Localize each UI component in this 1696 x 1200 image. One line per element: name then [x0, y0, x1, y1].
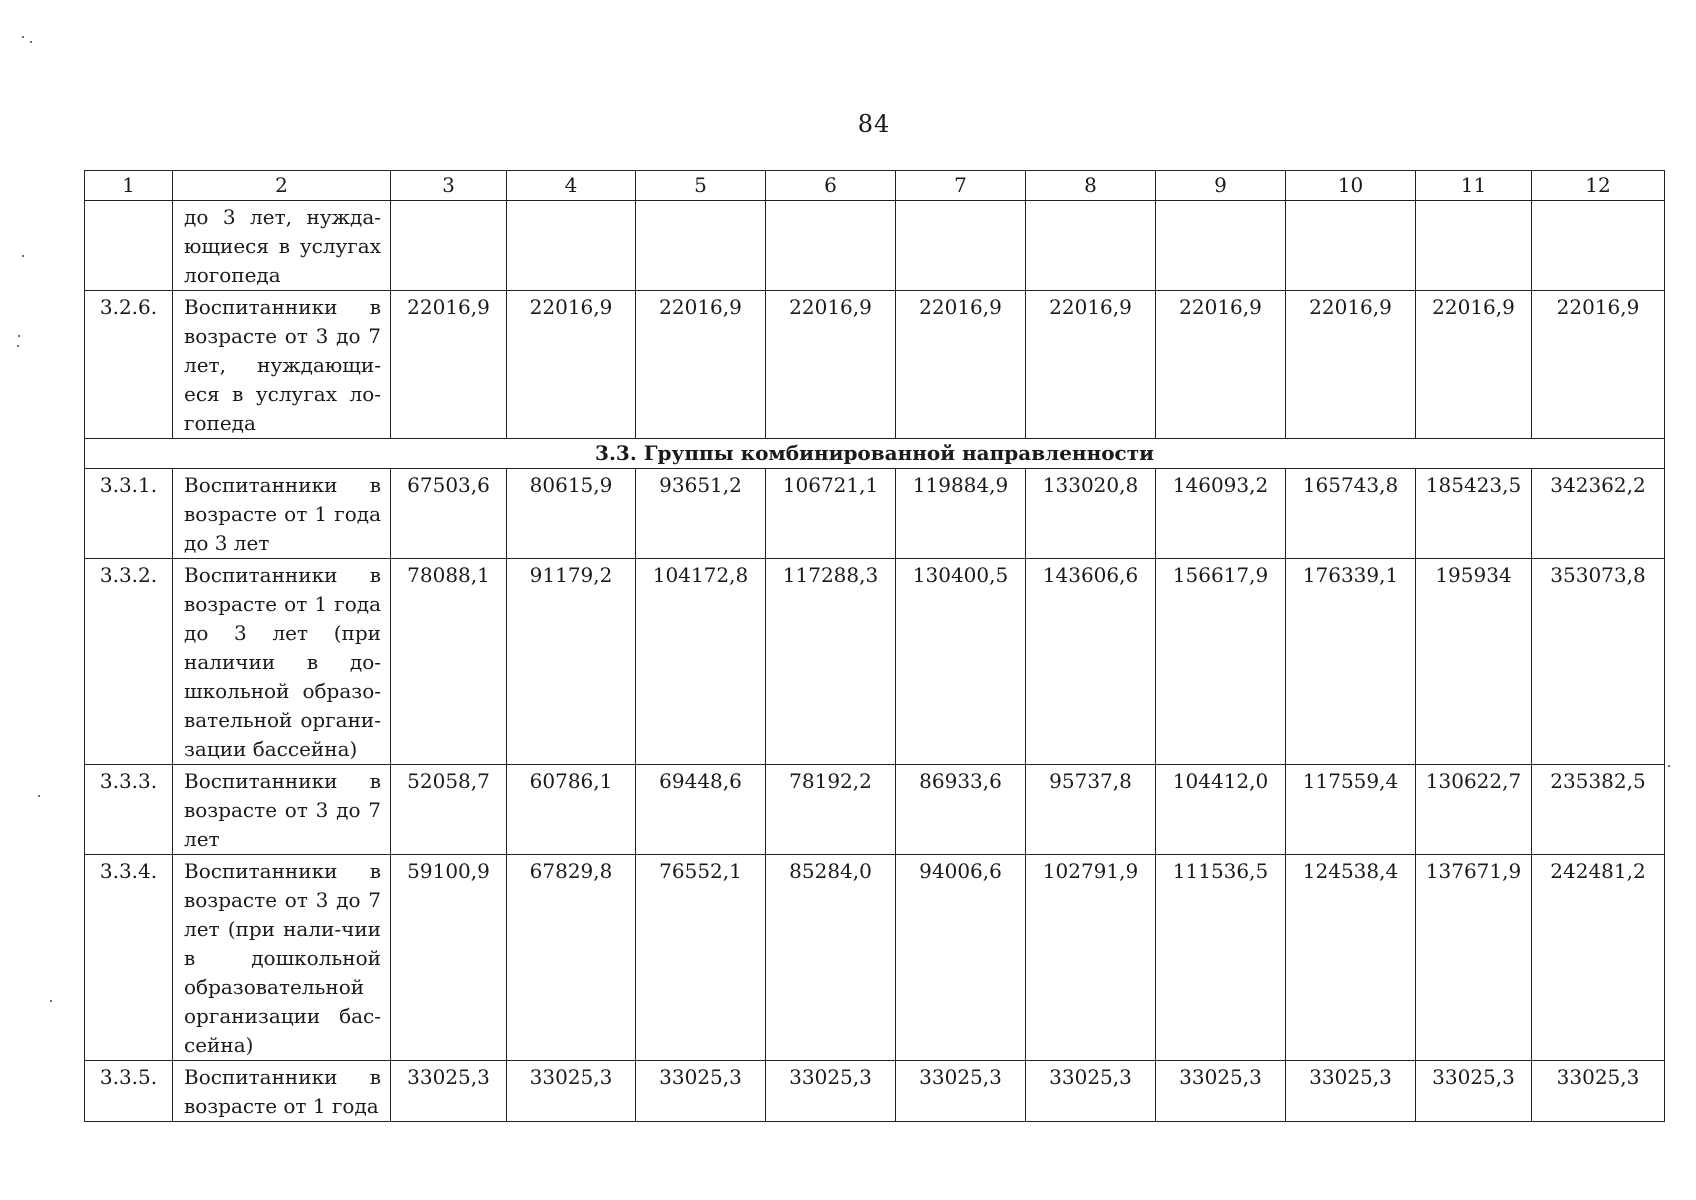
value-cell: 165743,8: [1286, 469, 1416, 559]
scan-speck: [17, 345, 19, 347]
value-cell: 67829,8: [507, 855, 636, 1061]
table-row: [85, 765, 1665, 855]
scan-speck: [18, 335, 20, 337]
scan-speck: [50, 1000, 52, 1002]
value-cell: 22016,9: [1156, 291, 1286, 439]
scan-speck: [30, 41, 32, 43]
value-cell: 33025,3: [507, 1061, 636, 1122]
value-cell: 117288,3: [766, 559, 896, 765]
value-cell: [1532, 201, 1665, 291]
row-description: Воспитанники в возрасте от 1 года до 3 лет: [173, 469, 391, 559]
value-cell: 22016,9: [766, 291, 896, 439]
value-cell: 124538,4: [1286, 855, 1416, 1061]
value-cell: 133020,8: [1026, 469, 1156, 559]
scan-speck: [1668, 765, 1670, 767]
table-row: [85, 469, 1665, 559]
value-cell: 22016,9: [1026, 291, 1156, 439]
value-cell: [391, 201, 507, 291]
column-number-row: [85, 171, 1665, 201]
table-row: [85, 201, 1665, 291]
value-cell: 176339,1: [1286, 559, 1416, 765]
value-cell: 91179,2: [507, 559, 636, 765]
row-code: 3.3.5.: [85, 1061, 173, 1122]
value-cell: [1026, 201, 1156, 291]
column-header: 12: [1532, 171, 1665, 201]
tariff-table: [84, 170, 1665, 1122]
value-cell: 94006,6: [896, 855, 1026, 1061]
table-row: [85, 1061, 1665, 1122]
column-header: 8: [1026, 171, 1156, 201]
value-cell: 235382,5: [1532, 765, 1665, 855]
value-cell: 22016,9: [1532, 291, 1665, 439]
value-cell: 130622,7: [1416, 765, 1532, 855]
value-cell: 33025,3: [391, 1061, 507, 1122]
value-cell: [636, 201, 766, 291]
table-body: [85, 171, 1665, 1122]
value-cell: 80615,9: [507, 469, 636, 559]
value-cell: 106721,1: [766, 469, 896, 559]
value-cell: [507, 201, 636, 291]
column-header: 7: [896, 171, 1026, 201]
value-cell: 156617,9: [1156, 559, 1286, 765]
value-cell: 67503,6: [391, 469, 507, 559]
value-cell: [1286, 201, 1416, 291]
value-cell: 342362,2: [1532, 469, 1665, 559]
row-code: [85, 201, 173, 291]
section-title: 3.3. Группы комбинированной направленности: [85, 439, 1665, 469]
value-cell: 22016,9: [507, 291, 636, 439]
page-number: 84: [857, 110, 891, 138]
value-cell: [1156, 201, 1286, 291]
value-cell: 33025,3: [1026, 1061, 1156, 1122]
column-header: 10: [1286, 171, 1416, 201]
value-cell: 146093,2: [1156, 469, 1286, 559]
value-cell: 78192,2: [766, 765, 896, 855]
value-cell: 111536,5: [1156, 855, 1286, 1061]
section-row: [85, 439, 1665, 469]
value-cell: 22016,9: [1416, 291, 1532, 439]
value-cell: 137671,9: [1416, 855, 1532, 1061]
value-cell: 353073,8: [1532, 559, 1665, 765]
column-header: 6: [766, 171, 896, 201]
value-cell: 59100,9: [391, 855, 507, 1061]
table-row: [85, 291, 1665, 439]
value-cell: 22016,9: [896, 291, 1026, 439]
value-cell: 95737,8: [1026, 765, 1156, 855]
column-header: 4: [507, 171, 636, 201]
value-cell: 143606,6: [1026, 559, 1156, 765]
table-row: [85, 855, 1665, 1061]
row-code: 3.2.6.: [85, 291, 173, 439]
value-cell: 33025,3: [1286, 1061, 1416, 1122]
row-description: Воспитанники в возрасте от 3 до 7 лет, нуждающи-еся в услугах ло-гопеда: [173, 291, 391, 439]
scan-speck: [22, 255, 24, 257]
value-cell: 130400,5: [896, 559, 1026, 765]
column-header: 5: [636, 171, 766, 201]
value-cell: 22016,9: [636, 291, 766, 439]
value-cell: 104412,0: [1156, 765, 1286, 855]
value-cell: 69448,6: [636, 765, 766, 855]
value-cell: 33025,3: [636, 1061, 766, 1122]
table-row: [85, 559, 1665, 765]
value-cell: 33025,3: [1532, 1061, 1665, 1122]
value-cell: [1416, 201, 1532, 291]
value-cell: 33025,3: [766, 1061, 896, 1122]
column-header: 1: [85, 171, 173, 201]
value-cell: 93651,2: [636, 469, 766, 559]
value-cell: 85284,0: [766, 855, 896, 1061]
value-cell: 76552,1: [636, 855, 766, 1061]
row-description: Воспитанники в возрасте от 1 года до 3 лет (при наличии в до-школьной образо-вательной органи-зации бассейна): [173, 559, 391, 765]
value-cell: [896, 201, 1026, 291]
value-cell: 117559,4: [1286, 765, 1416, 855]
value-cell: 102791,9: [1026, 855, 1156, 1061]
row-code: 3.3.1.: [85, 469, 173, 559]
value-cell: 195934: [1416, 559, 1532, 765]
value-cell: 22016,9: [391, 291, 507, 439]
value-cell: 78088,1: [391, 559, 507, 765]
row-code: 3.3.4.: [85, 855, 173, 1061]
value-cell: 52058,7: [391, 765, 507, 855]
row-code: 3.3.3.: [85, 765, 173, 855]
row-description: до 3 лет, нужда-ющиеся в услугах логопеда: [173, 201, 391, 291]
column-header: 2: [173, 171, 391, 201]
value-cell: 33025,3: [1156, 1061, 1286, 1122]
value-cell: 104172,8: [636, 559, 766, 765]
value-cell: 119884,9: [896, 469, 1026, 559]
row-description: Воспитанники в возрасте от 3 до 7 лет: [173, 765, 391, 855]
value-cell: 86933,6: [896, 765, 1026, 855]
row-code: 3.3.2.: [85, 559, 173, 765]
scan-speck: [22, 36, 24, 38]
row-description: Воспитанники в возрасте от 3 до 7 лет (при нали-чии в дошкольной образовательной организации бас-сейна): [173, 855, 391, 1061]
value-cell: 242481,2: [1532, 855, 1665, 1061]
column-header: 9: [1156, 171, 1286, 201]
value-cell: 185423,5: [1416, 469, 1532, 559]
value-cell: 33025,3: [1416, 1061, 1532, 1122]
column-header: 3: [391, 171, 507, 201]
row-description: Воспитанники в возрасте от 1 года: [173, 1061, 391, 1122]
scan-speck: [38, 795, 40, 797]
value-cell: 60786,1: [507, 765, 636, 855]
value-cell: [766, 201, 896, 291]
value-cell: 22016,9: [1286, 291, 1416, 439]
value-cell: 33025,3: [896, 1061, 1026, 1122]
column-header: 11: [1416, 171, 1532, 201]
